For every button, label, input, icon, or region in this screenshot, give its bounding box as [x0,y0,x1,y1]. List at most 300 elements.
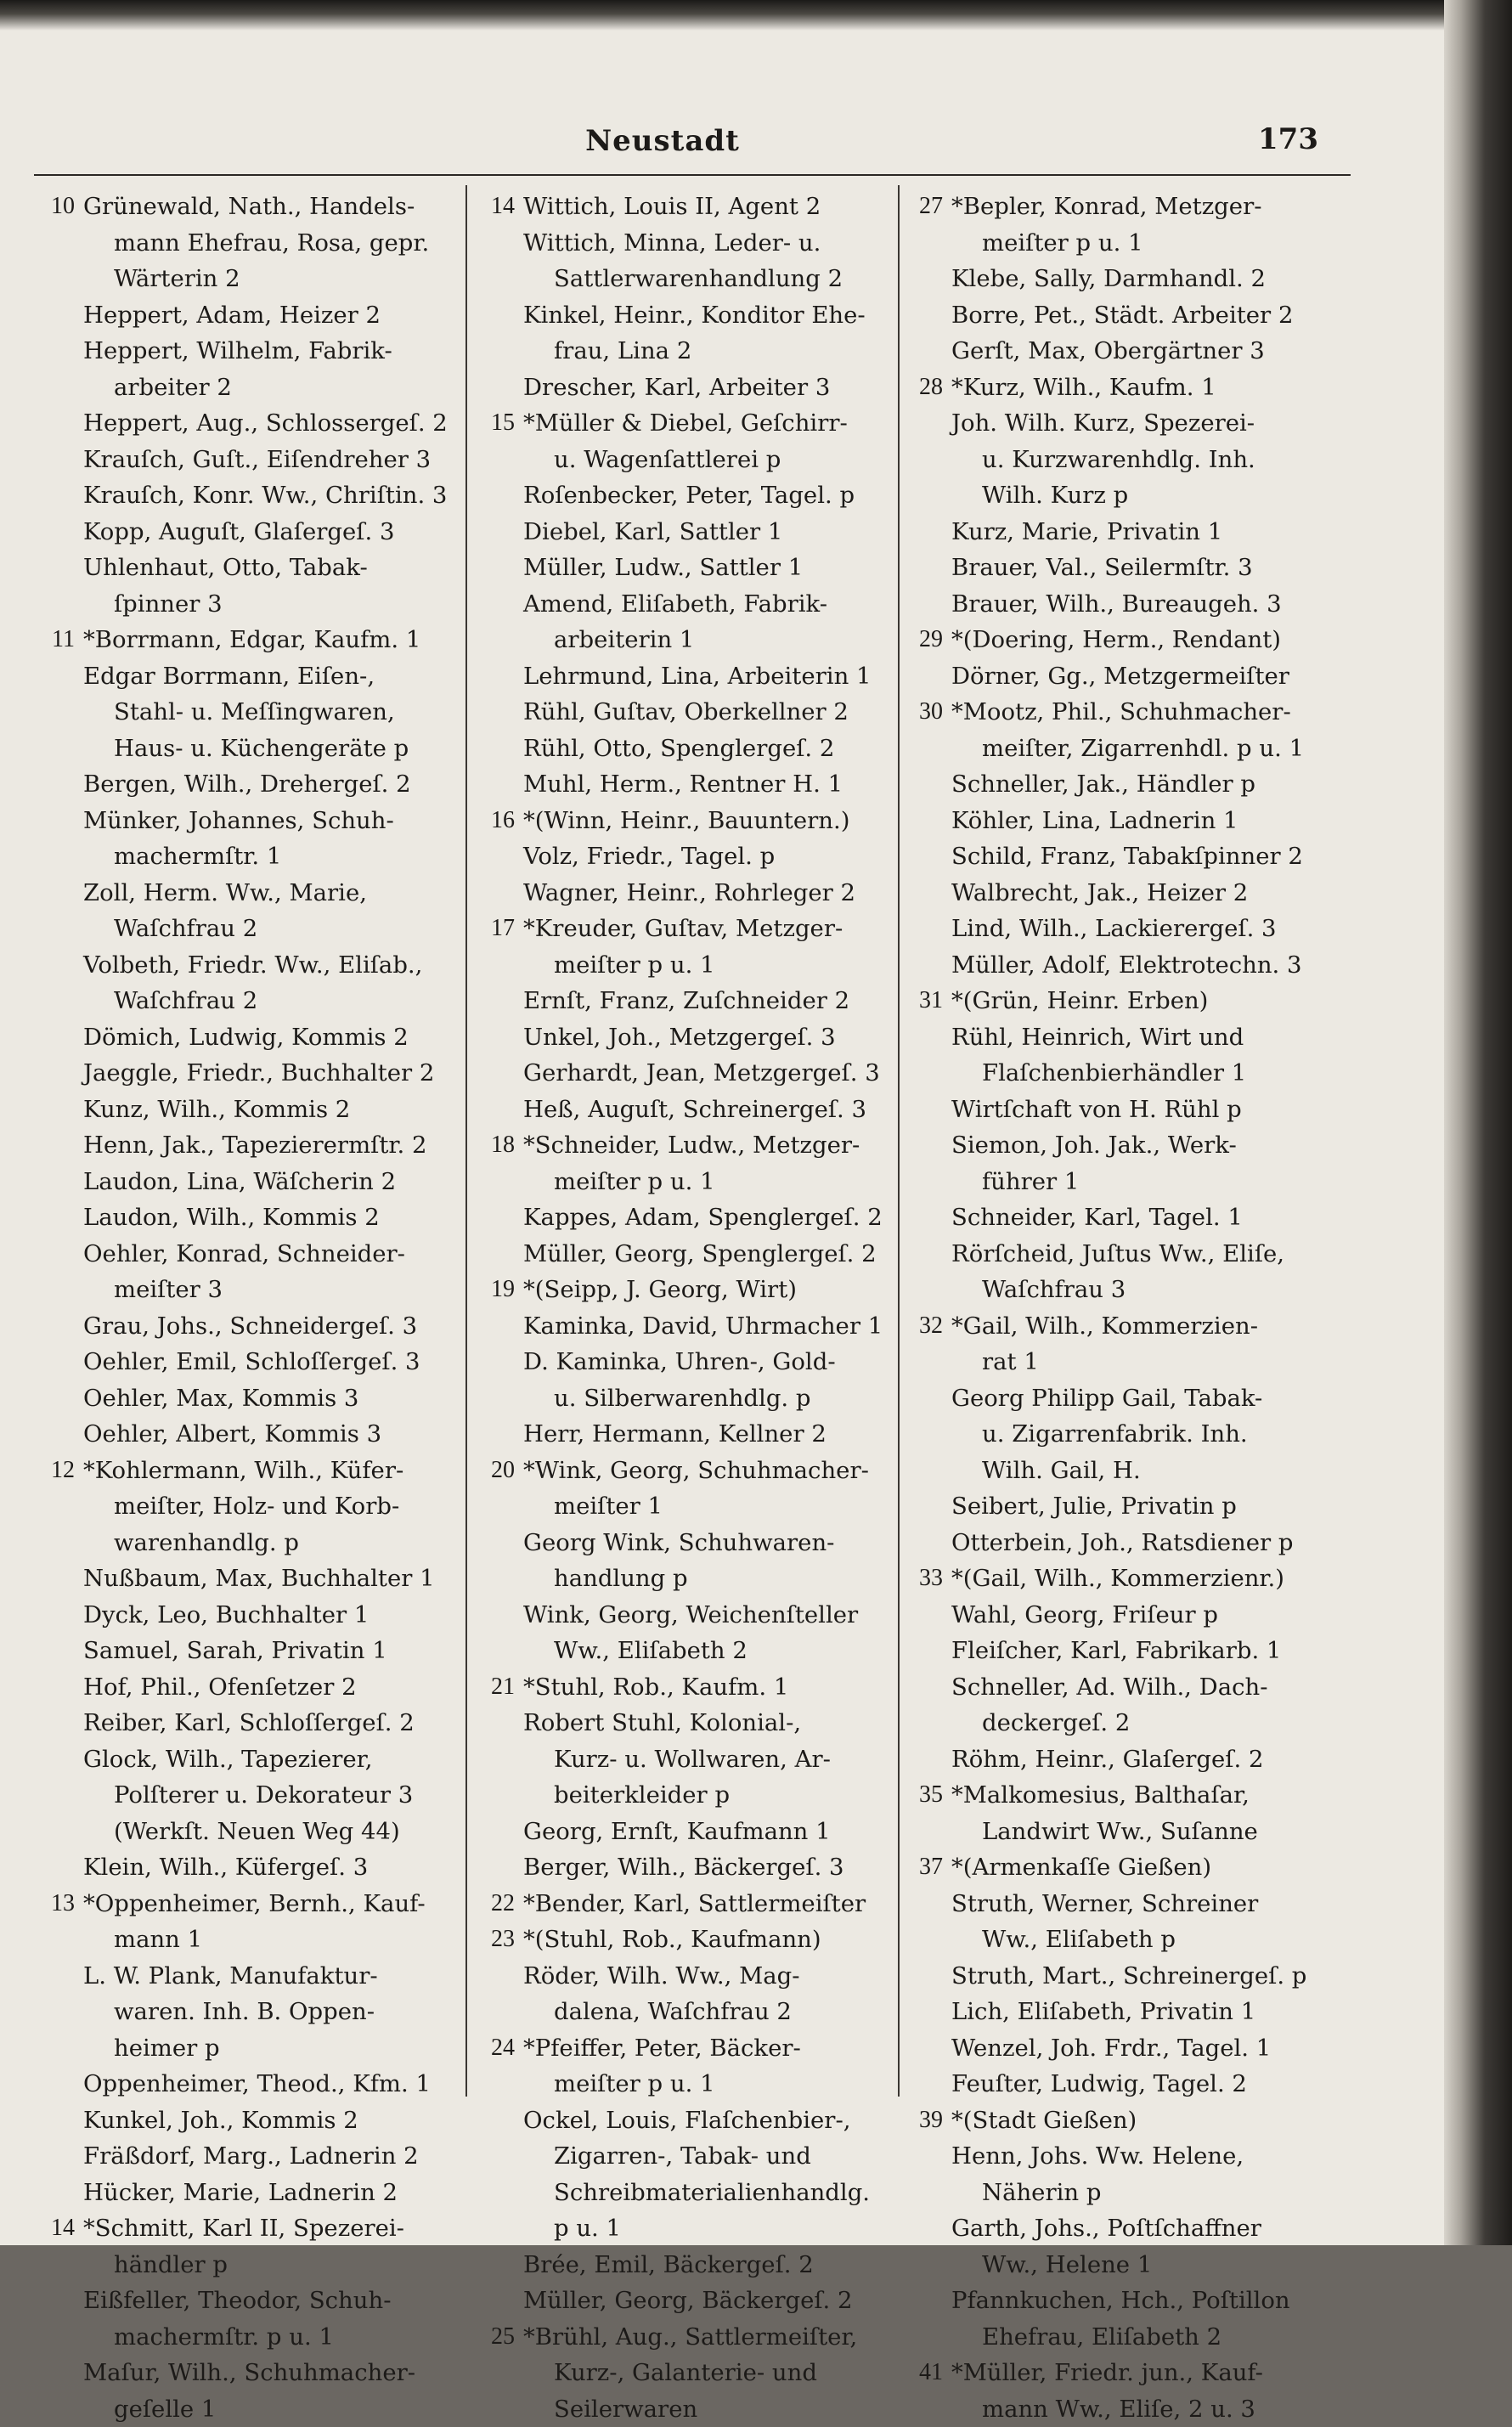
entry-text: Kunz, Wilh., Kommis 2 [83,1092,350,1128]
entry-text: Oppenheimer, Theod., Kfm. 1 [83,2066,431,2102]
directory-line [467,405,896,442]
directory-line [895,2247,1371,2283]
entry-text: Müller, Adolf, Elektrotechn. 3 [951,947,1302,984]
directory-line [467,1561,896,1597]
directory-line [27,189,460,225]
entry-text: *Bender, Karl, Sattlermeiſter [523,1886,866,1922]
directory-line [895,731,1371,767]
entry-continuation: führer 1 [982,1164,1079,1200]
directory-line [27,2391,460,2427]
directory-line [895,658,1371,695]
entry-text: Ockel, Louis, Flaſchenbier-, [523,2102,850,2139]
house-number: 11 [27,622,75,658]
entry-text: Schild, Franz, Tabakſpinner 2 [951,838,1303,875]
entry-text: *Kohlermann, Wilh., Küfer- [83,1453,403,1489]
entry-continuation: Wärterin 2 [114,261,240,297]
directory-line [895,875,1371,912]
directory-line [467,550,896,586]
entry-continuation: Waſchfrau 2 [114,911,257,947]
directory-line [27,875,460,912]
entry-text: Wenzel, Joh. Frdr., Tagel. 1 [951,2030,1271,2067]
directory-line [467,1453,896,1489]
directory-column [895,189,1371,2427]
directory-line [467,442,896,478]
entry-text: Laudon, Wilh., Kommis 2 [83,1199,380,1236]
entry-text: Heppert, Aug., Schlossergeſ. 2 [83,405,448,442]
entry-text: *Oppenheimer, Bernh., Kauf- [83,1886,426,1922]
house-number: 15 [467,405,515,442]
entry-text: Pfannkuchen, Hch., Poſtillon [951,2283,1290,2319]
directory-line [895,983,1371,1019]
entry-continuation: händler p [114,2247,228,2283]
directory-line [895,2319,1371,2356]
house-number: 18 [467,1127,515,1164]
header-rule [34,174,1351,176]
directory-line [467,1092,896,1128]
directory-line [467,1741,896,1778]
entry-text: Henn, Johs. Ww. Helene, [951,2138,1244,2175]
entry-text: Schneller, Ad. Wilh., Dach- [951,1669,1268,1706]
directory-line [467,1055,896,1092]
directory-line [467,947,896,984]
directory-line [27,1958,460,1995]
entry-text: Dyck, Leo, Buchhalter 1 [83,1597,369,1634]
entry-continuation: Ww., Eliſabeth 2 [554,1633,748,1669]
directory-line [895,2030,1371,2067]
entry-text: Grau, Johs., Schneidergeſ. 3 [83,1308,417,1345]
directory-line [27,1488,460,1525]
directory-line [895,333,1371,370]
directory-line [27,1994,460,2030]
directory-line [467,766,896,803]
entry-continuation: Seilerwaren [554,2391,697,2427]
entry-text: Georg, Ernſt, Kaufmann 1 [523,1814,831,1850]
house-number: 20 [467,1453,515,1489]
entry-text: Robert Stuhl, Kolonial-, [523,1705,801,1741]
entry-continuation: Wilh. Gail, H. [982,1453,1141,1489]
entry-text: *(Gail, Wilh., Kommerzienr.) [951,1561,1284,1597]
directory-line [467,2319,896,2356]
house-number: 22 [467,1886,515,1922]
directory-line [467,1380,896,1417]
entry-continuation: (Werkſt. Neuen Weg 44) [114,1814,400,1850]
entry-text: Gerſt, Max, Obergärtner 3 [951,333,1265,370]
directory-line [467,2210,896,2247]
directory-line [467,1994,896,2030]
directory-line [27,2102,460,2139]
directory-line [895,2283,1371,2319]
entry-text: Lich, Eliſabeth, Privatin 1 [951,1994,1255,2030]
entry-text: Röhm, Heinr., Glaſergeſ. 2 [951,1741,1263,1778]
entry-continuation: frau, Lina 2 [554,333,691,370]
entry-text: Krauſch, Guſt., Eiſendreher 3 [83,442,431,478]
directory-line [467,1922,896,1958]
directory-line [27,694,460,731]
directory-line [467,2175,896,2211]
entry-text: Oehler, Albert, Kommis 3 [83,1416,381,1453]
page-number: 173 [1258,122,1318,156]
entry-text: Klebe, Sally, Darmhandl. 2 [951,261,1266,297]
directory-line [895,1922,1371,1958]
entry-text: Drescher, Karl, Arbeiter 3 [523,370,830,406]
directory-line [27,911,460,947]
entry-continuation: warenhandlg. p [114,1525,299,1561]
directory-line [467,297,896,334]
entry-continuation: p u. 1 [554,2210,621,2247]
house-number: 29 [895,622,943,658]
directory-line [467,1849,896,1886]
directory-line [467,1705,896,1741]
directory-line [467,911,896,947]
entry-continuation: Sattlerwarenhandlung 2 [554,261,843,297]
house-number: 33 [895,1561,943,1597]
directory-line [467,2102,896,2139]
entry-text: Kappes, Adam, Spenglergeſ. 2 [523,1199,883,1236]
entry-text: Oehler, Konrad, Schneider- [83,1236,405,1273]
directory-line [27,2355,460,2391]
entry-text: Brauer, Val., Seilermſtr. 3 [951,550,1253,586]
directory-line [467,514,896,550]
directory-line [27,261,460,297]
directory-line [895,694,1371,731]
entry-text: Unkel, Joh., Metzgergeſ. 3 [523,1019,836,1056]
directory-line [467,2066,896,2102]
entry-continuation: meiſter p u. 1 [554,2066,715,2102]
directory-column [27,189,460,2427]
entry-text: Struth, Werner, Schreiner [951,1886,1258,1922]
entry-continuation: meiſter 1 [554,1488,663,1525]
directory-line [467,1164,896,1200]
entry-continuation: Landwirt Ww., Suſanne [982,1814,1258,1850]
entry-text: *Müller & Diebel, Geſchirr- [523,405,848,442]
directory-line [895,1416,1371,1453]
entry-text: Heppert, Wilhelm, Fabrik- [83,333,392,370]
entry-continuation: Näherin p [982,2175,1101,2211]
directory-line [27,1199,460,1236]
entry-text: Jaeggle, Friedr., Buchhalter 2 [83,1055,434,1092]
entry-continuation: mann Ww., Eliſe, 2 u. 3 [982,2391,1255,2427]
directory-line [467,189,896,225]
directory-line [467,622,896,658]
directory-line [895,1814,1371,1850]
entry-continuation: u. Silberwarenhdlg. p [554,1380,811,1417]
directory-line [467,2391,896,2427]
directory-line [895,2210,1371,2247]
directory-line [467,1272,896,1308]
directory-line [27,1705,460,1741]
directory-line [467,1344,896,1380]
entry-continuation: Waſchfrau 2 [114,983,257,1019]
entry-text: *Schneider, Ludw., Metzger- [523,1127,860,1164]
house-number: 35 [895,1777,943,1814]
entry-continuation: meiſter, Holz- und Korb- [114,1488,399,1525]
entry-text: Ernſt, Franz, Zuſchneider 2 [523,983,849,1019]
directory-line [467,1777,896,1814]
directory-line [27,947,460,984]
directory-line [27,370,460,406]
directory-line [467,838,896,875]
entry-text: Samuel, Sarah, Privatin 1 [83,1633,387,1669]
entry-continuation: waren. Inh. B. Oppen- [114,1994,375,2030]
entry-continuation: u. Zigarrenfabrik. Inh. [982,1416,1248,1453]
entry-continuation: meiſter, Zigarrenhdl. p u. 1 [982,731,1304,767]
directory-line [467,261,896,297]
entry-continuation: arbeiterin 1 [554,622,694,658]
entry-text: Maſur, Wilh., Schuhmacher- [83,2355,415,2391]
directory-line [27,983,460,1019]
entry-continuation: beiterkleider p [554,1777,730,1814]
entry-text: Hücker, Marie, Ladnerin 2 [83,2175,398,2211]
entry-text: Muhl, Herm., Rentner H. 1 [523,766,843,803]
entry-text: Wahl, Georg, Friſeur p [951,1597,1218,1634]
directory-line [895,1019,1371,1056]
entry-text: Wagner, Heinr., Rohrleger 2 [523,875,855,912]
directory-line [895,550,1371,586]
entry-text: Gerhardt, Jean, Metzgergeſ. 3 [523,1055,880,1092]
entry-text: Wittich, Louis II, Agent 2 [523,189,821,225]
entry-text: Rühl, Guſtav, Oberkellner 2 [523,694,849,731]
entry-continuation: Kurz- u. Wollwaren, Ar- [554,1741,831,1778]
directory-line [895,1453,1371,1489]
directory-line [467,1199,896,1236]
directory-line [895,477,1371,514]
directory-line [27,2066,460,2102]
directory-line [895,1199,1371,1236]
entry-text: Rühl, Heinrich, Wirt und [951,1019,1244,1056]
entry-text: *Borrmann, Edgar, Kaufm. 1 [83,622,420,658]
entry-text: L. W. Plank, Manufaktur- [83,1958,378,1995]
house-number: 41 [895,2355,943,2391]
directory-line [467,2030,896,2067]
entry-continuation: deckergeſ. 2 [982,1705,1130,1741]
entry-text: *Bepler, Konrad, Metzger- [951,189,1262,225]
house-number: 37 [895,1849,943,1886]
entry-continuation: u. Wagenſattlerei p [554,442,781,478]
entry-text: *Schmitt, Karl II, Spezerei- [83,2210,404,2247]
entry-text: Nußbaum, Max, Buchhalter 1 [83,1561,435,1597]
entry-text: *Pfeiffer, Peter, Bäcker- [523,2030,801,2067]
entry-continuation: Zigarren-, Tabak- und [554,2138,811,2175]
entry-continuation: Ww., Eliſabeth p [982,1922,1176,1958]
entry-text: *(Stadt Gießen) [951,2102,1137,2139]
entry-text: *Malkomesius, Balthaſar, [951,1777,1250,1814]
entry-text: D. Kaminka, Uhren-, Gold- [523,1344,836,1380]
entry-text: Amend, Eliſabeth, Fabrik- [523,586,827,623]
directory-line [27,1164,460,1200]
directory-line [27,1308,460,1345]
entry-text: Dörner, Gg., Metzgermeiſter [951,658,1289,695]
house-number: 32 [895,1308,943,1345]
directory-line [27,225,460,262]
directory-column [467,189,896,2427]
directory-line [27,2283,460,2319]
directory-line [895,1164,1371,1200]
directory-line [895,514,1371,550]
directory-line [27,1922,460,1958]
directory-line [27,1849,460,1886]
entry-text: Henn, Jak., Tapezierermſtr. 2 [83,1127,426,1164]
entry-text: *(Armenkaſſe Gießen) [951,1849,1211,1886]
directory-line [895,947,1371,984]
entry-text: Münker, Johannes, Schuh- [83,803,394,839]
entry-continuation: meiſter 3 [114,1272,223,1308]
entry-text: *Müller, Friedr. jun., Kauf- [951,2355,1263,2391]
directory-line [895,1597,1371,1634]
directory-line [895,586,1371,623]
directory-line [895,2102,1371,2139]
directory-line [27,333,460,370]
entry-continuation: Stahl- u. Meſſingwaren, [114,694,395,731]
directory-line [27,2319,460,2356]
directory-line [467,2247,896,2283]
directory-line [895,297,1371,334]
directory-line [895,1525,1371,1561]
entry-text: Reiber, Karl, Schloſſergeſ. 2 [83,1705,415,1741]
directory-line [27,1669,460,1706]
directory-line [895,1849,1371,1886]
directory-line [895,1741,1371,1778]
entry-text: *(Stuhl, Rob., Kaufmann) [523,1922,821,1958]
entry-text: Heppert, Adam, Heizer 2 [83,297,381,334]
entry-text: Köhler, Lina, Ladnerin 1 [951,803,1238,839]
entry-text: Fräßdorf, Marg., Ladnerin 2 [83,2138,419,2175]
house-number: 25 [467,2319,515,2356]
directory-line [27,838,460,875]
entry-text: Dömich, Ludwig, Kommis 2 [83,1019,409,1056]
entry-text: Röder, Wilh. Ww., Mag- [523,1958,800,1995]
entry-text: Walbrecht, Jak., Heizer 2 [951,875,1248,912]
entry-text: Zoll, Herm. Ww., Marie, [83,875,367,912]
entry-text: Bergen, Wilh., Drehergeſ. 2 [83,766,411,803]
directory-line [467,1127,896,1164]
entry-text: Fleiſcher, Karl, Fabrikarb. 1 [951,1633,1281,1669]
directory-line [895,766,1371,803]
entry-continuation: heimer p [114,2030,220,2067]
entry-continuation: Flaſchenbierhändler 1 [982,1055,1246,1092]
entry-text: Georg Wink, Schuhwaren- [523,1525,834,1561]
directory-line [467,1886,896,1922]
directory-line [27,1092,460,1128]
entry-text: Feuſter, Ludwig, Tagel. 2 [951,2066,1247,2102]
directory-line [27,2175,460,2211]
house-number: 14 [27,2210,75,2247]
entry-text: Siemon, Joh. Jak., Werk- [951,1127,1237,1164]
directory-line [467,875,896,912]
entry-text: *Brühl, Aug., Sattlermeiſter, [523,2319,857,2356]
directory-line [27,1633,460,1669]
entry-text: Grünewald, Nath., Handels- [83,189,415,225]
directory-line [27,1597,460,1634]
entry-text: Brauer, Wilh., Bureaugeh. 3 [951,586,1282,623]
directory-line [467,694,896,731]
house-number: 12 [27,1453,75,1489]
directory-line [467,1416,896,1453]
directory-line [895,2175,1371,2211]
directory-line [467,333,896,370]
directory-line [467,1019,896,1056]
house-number: 14 [467,189,515,225]
entry-continuation: meiſter p u. 1 [982,225,1143,262]
entry-text: Borre, Pet., Städt. Arbeiter 2 [951,297,1293,334]
entry-continuation: handlung p [554,1561,688,1597]
directory-line [895,1633,1371,1669]
entry-text: Otterbein, Joh., Ratsdiener p [951,1525,1294,1561]
entry-continuation: meiſter p u. 1 [554,947,715,984]
directory-line [895,1705,1371,1741]
entry-text: Wittich, Minna, Leder- u. [523,225,821,262]
entry-text: Struth, Mart., Schreinergeſ. p [951,1958,1306,1995]
entry-continuation: Kurz-, Galanterie- und [554,2355,817,2391]
directory-line [895,1272,1371,1308]
entry-continuation: Schreibmaterialienhandlg. [554,2175,870,2211]
entry-text: Hof, Phil., Ofenſetzer 2 [83,1669,357,1706]
directory-line [27,2138,460,2175]
entry-text: Seibert, Julie, Privatin p [951,1488,1237,1525]
directory-line [895,803,1371,839]
directory-line [467,2283,896,2319]
directory-line [895,622,1371,658]
house-number: 19 [467,1272,515,1308]
entry-text: *Wink, Georg, Schuhmacher- [523,1453,869,1489]
directory-line [467,225,896,262]
directory-line [467,803,896,839]
entry-continuation: dalena, Waſchfrau 2 [554,1994,792,2030]
entry-text: Müller, Ludw., Sattler 1 [523,550,803,586]
directory-line [895,1669,1371,1706]
directory-line [467,1236,896,1273]
entry-text: *Stuhl, Rob., Kaufm. 1 [523,1669,788,1706]
entry-text: Krauſch, Konr. Ww., Chriſtin. 3 [83,477,447,514]
house-number: 17 [467,911,515,947]
directory-line [467,1525,896,1561]
directory-line [467,586,896,623]
entry-continuation: geſelle 1 [114,2391,216,2427]
entry-text: *(Seipp, J. Georg, Wirt) [523,1272,797,1308]
directory-line [895,838,1371,875]
entry-text: Klein, Wilh., Küfergeſ. 3 [83,1849,368,1886]
entry-text: Wirtſchaft von H. Rühl p [951,1092,1242,1128]
entry-text: *(Doering, Herm., Rendant) [951,622,1281,658]
entry-text: Kopp, Auguſt, Glaſergeſ. 3 [83,514,394,550]
directory-line [27,1814,460,1850]
directory-line [27,586,460,623]
entry-continuation: mann 1 [114,1922,202,1958]
entry-text: *(Winn, Heinr., Bauuntern.) [523,803,849,839]
directory-line [467,1308,896,1345]
entry-text: Brée, Emil, Bäckergeſ. 2 [523,2247,814,2283]
directory-line [895,1236,1371,1273]
directory-line [895,1958,1371,1995]
entry-text: Diebel, Karl, Sattler 1 [523,514,782,550]
entry-continuation: u. Kurzwarenhdlg. Inh. [982,442,1255,478]
directory-line [27,1886,460,1922]
house-number: 39 [895,2102,943,2139]
entry-text: Kurz, Marie, Privatin 1 [951,514,1222,550]
entry-text: Herr, Hermann, Kellner 2 [523,1416,827,1453]
directory-line [467,2355,896,2391]
entry-continuation: Ehefrau, Eliſabeth 2 [982,2319,1221,2356]
directory-line [895,442,1371,478]
directory-line [895,1886,1371,1922]
entry-text: Volz, Friedr., Tagel. p [523,838,775,875]
scan-edge-shadow [0,0,1444,31]
entry-continuation: arbeiter 2 [114,370,232,406]
directory-line [895,189,1371,225]
directory-line [27,477,460,514]
directory-line [27,731,460,767]
directory-line [467,1669,896,1706]
entry-text: *Kreuder, Guſtav, Metzger- [523,911,843,947]
